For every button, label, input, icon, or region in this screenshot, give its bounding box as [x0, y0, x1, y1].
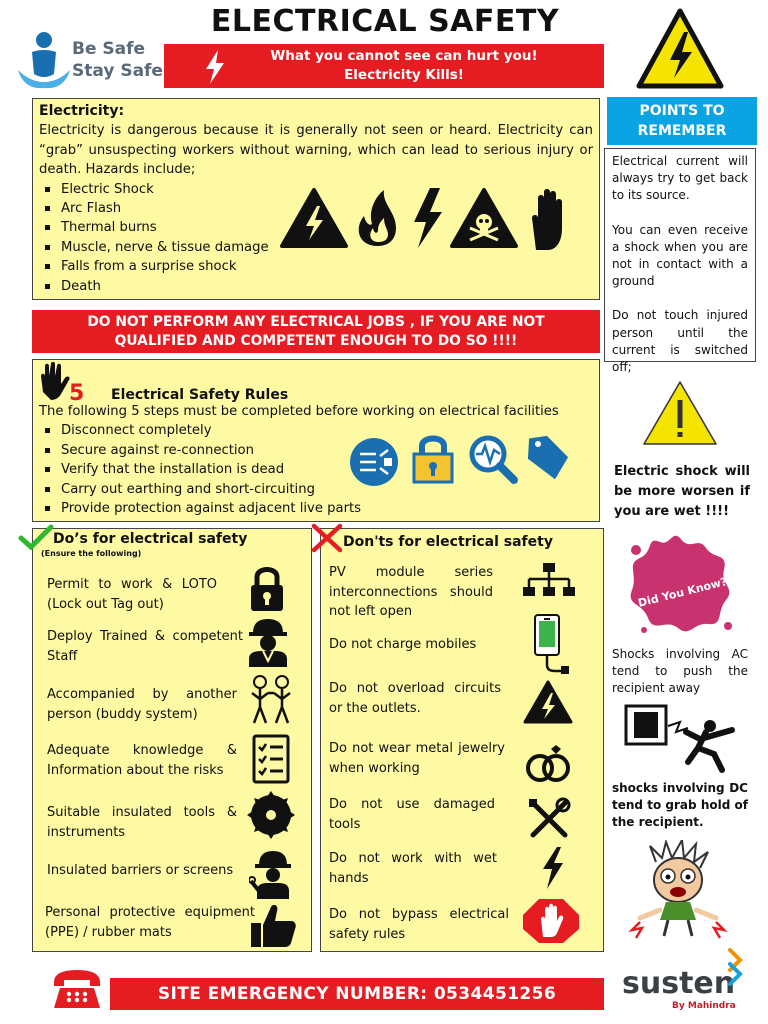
did-you-know-text: Did You Know?: [636, 575, 729, 610]
dc-note: shocks involving DC tend to grab hold of the recipient.: [612, 781, 748, 829]
list-item: Secure against re-connection: [43, 441, 593, 460]
bolt-icon: [414, 188, 442, 248]
list-item: Death: [43, 277, 593, 296]
charging-phone-icon: [533, 613, 573, 675]
point-1: Electrical current will always try to get back to its source.: [612, 154, 748, 203]
saw-blade-icon: [247, 791, 295, 839]
points-header-line2: REMEMBER: [637, 123, 727, 139]
list-item: Permit to work & LOTO (Lock out Tag out): [47, 577, 217, 612]
point-3: Do not touch injured person until the current is switched off;: [612, 308, 748, 375]
thumbs-up-icon: [249, 903, 297, 949]
brand-logo-text: susten: [622, 966, 736, 1001]
hand-five-icon: [39, 362, 85, 402]
magnifier-icon: [472, 438, 514, 480]
rules-icons-row: [348, 430, 574, 488]
list-item: Do not overload circuits or the outlets.: [329, 681, 501, 716]
points-header: [607, 97, 757, 145]
points-header-line1: POINTS TO: [639, 103, 725, 119]
warning-line2: QUALIFIED AND COMPETENT ENOUGH TO DO SO !!!!: [114, 333, 518, 349]
list-item: Deploy Trained & competent Staff: [47, 629, 243, 664]
list-item: PV module series interconnections should not left open: [329, 565, 493, 619]
telephone-icon: [50, 966, 104, 1012]
stop-hand-icon: [521, 897, 581, 945]
padlock-icon: [247, 565, 287, 613]
warning-banner: [164, 44, 604, 88]
warning-line1: DO NOT PERFORM ANY ELECTRICAL JOBS , IF YOU ARE NOT: [87, 314, 545, 330]
list-item: Thermal burns: [43, 218, 593, 237]
wet-warning: Electric shock will be more worsen if you are wet !!!!: [614, 464, 750, 519]
high-voltage-icon: [523, 679, 573, 725]
list-item: Verify that the installation is dead: [43, 460, 593, 479]
rules-title: Electrical Safety Rules: [111, 387, 289, 403]
disconnect-icon: [350, 438, 398, 486]
list-item: Muscle, nerve & tissue damage: [43, 238, 593, 257]
did-you-know-splash-icon: [624, 530, 738, 642]
dos-note: (Ensure the following): [41, 549, 142, 558]
svg-text:5: 5: [69, 381, 85, 402]
logo-line1: Be Safe: [72, 39, 146, 59]
list-item: Falls from a surprise shock: [43, 257, 593, 276]
lock-icon: [414, 439, 452, 483]
list-item: Insulated barriers or screens: [47, 863, 234, 878]
electricity-description: Electricity is dangerous because it is generally not seen or heard. Electricity can “grab” unsuspecting workers without warning, which can lead to serious injury or death. Hazards include;: [39, 123, 593, 178]
shocked-cartoon-icon: [626, 840, 730, 940]
lightning-icon: [539, 845, 567, 891]
emergency-number-bar: SITE EMERGENCY NUMBER: 0534451256: [110, 978, 604, 1010]
points-box: [604, 148, 756, 375]
rules-intro: The following 5 steps must be completed before working on electrical facilities: [39, 404, 559, 419]
electric-shock-icon: [282, 190, 346, 246]
page-title: ELECTRICAL SAFETY: [210, 4, 560, 39]
hazard-icons-row: [280, 184, 580, 254]
brand-subtext: By Mahindra: [672, 1001, 736, 1011]
buddy-icon: [247, 673, 295, 725]
donts-section: [320, 528, 604, 952]
ac-shock-icon: [622, 702, 748, 774]
list-item: Adequate knowledge & Information about the risks: [47, 743, 237, 778]
list-item: Do not wear metal jewelry when working: [329, 741, 505, 776]
banner-line2: Electricity Kills!: [344, 67, 464, 83]
list-item: Disconnect completely: [43, 421, 593, 440]
tag-icon: [525, 433, 571, 482]
list-item: Electric Shock: [43, 180, 593, 199]
skull-warning-icon: [452, 190, 516, 246]
list-item: Do not bypass electrical safety rules: [329, 907, 509, 942]
worker-icon: [245, 615, 291, 667]
list-item: Carry out earthing and short-circuiting: [43, 480, 593, 499]
dos-section: [32, 528, 312, 952]
green-check-icon: [18, 524, 54, 550]
banner-line1: What you cannot see can hurt you!: [270, 48, 538, 64]
checklist-icon: [251, 733, 291, 785]
tools-icon: [527, 797, 571, 841]
network-icon: [523, 561, 575, 603]
list-item: Personal protective equipment (PPE) / rubber mats: [45, 905, 255, 940]
list-item: Suitable insulated tools & instruments: [47, 805, 237, 840]
electricity-heading: Electricity:: [39, 103, 125, 119]
list-item: Do not work with wet hands: [329, 851, 497, 886]
donts-title: Don'ts for electrical safety: [343, 534, 553, 550]
dos-title: Do’s for electrical safety: [53, 531, 248, 547]
brand-chevron-icon: [726, 946, 746, 986]
ac-note: Shocks involving AC tend to push the recipient away: [612, 647, 748, 695]
list-item: Accompanied by another person (buddy system): [47, 687, 237, 722]
point-2: You can even receive a shock when you are not in contact with a ground: [612, 222, 748, 289]
list-item: Do not use damaged tools: [329, 797, 495, 832]
exclamation-warning-icon: [640, 378, 720, 448]
rings-icon: [523, 743, 575, 785]
logo-text: [72, 38, 163, 82]
qualification-warning: [32, 310, 600, 353]
high-voltage-warning-icon: [636, 8, 724, 90]
red-x-icon: [310, 522, 344, 554]
safety-logo-icon: [14, 30, 72, 92]
flame-icon: [359, 190, 396, 246]
list-item: Do not charge mobiles: [329, 637, 477, 652]
stop-hand-icon: [532, 189, 562, 250]
logo-line2: Stay Safe: [72, 61, 163, 81]
list-item: Provide protection against adjacent live parts: [43, 499, 593, 518]
engineer-icon: [249, 847, 297, 899]
lightning-bolt-icon: [204, 50, 226, 84]
list-item: Arc Flash: [43, 199, 593, 218]
